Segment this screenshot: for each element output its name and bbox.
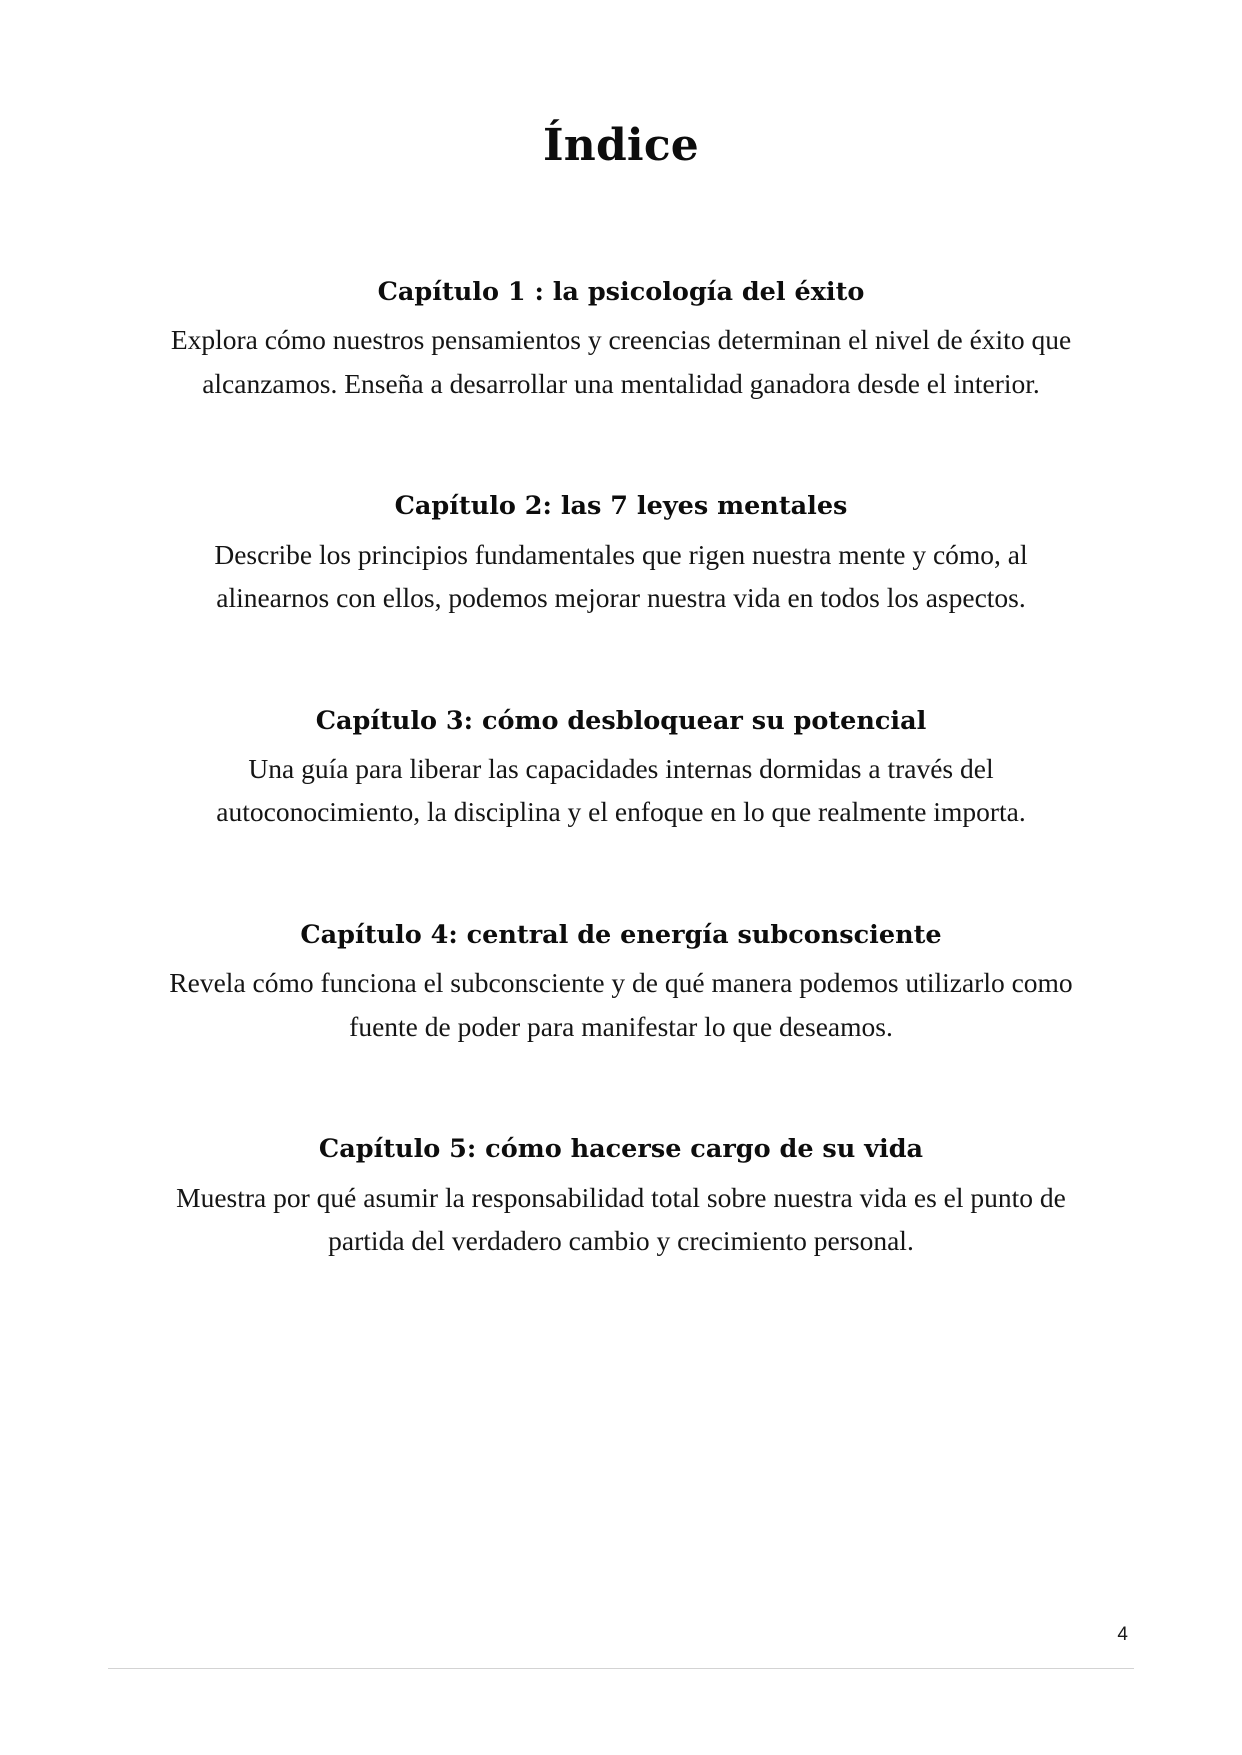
- chapter-title: Capítulo 1 : la psicología del éxito: [377, 277, 865, 307]
- list-item: [108, 489, 1134, 619]
- chapter-description: Explora cómo nuestros pensamientos y creencias determinan el nivel de éxito que alcanzamos. Enseña a desarrollar una mentalidad ganadora desde el interior.: [170, 324, 1072, 399]
- chapter-description: Describe los principios fundamentales que rigen nuestra mente y cómo, al alinearnos con ellos, podemos mejorar nuestra vida en todos los aspectos.: [214, 538, 1028, 614]
- list-item: [108, 275, 1134, 405]
- page-title: Índice: [542, 120, 700, 171]
- chapter-description: Revela cómo funciona el subconsciente y de qué manera podemos utilizarlo como fuente de poder para manifestar lo que deseamos.: [169, 967, 1073, 1042]
- chapter-description: Una guía para liberar las capacidades internas dormidas a través del autoconocimiento, la disciplina y el enfoque en lo que realmente importa.: [216, 753, 1026, 828]
- list-item: [108, 1132, 1134, 1262]
- list-item: [108, 918, 1134, 1048]
- chapter-title: Capítulo 5: cómo hacerse cargo de su vida: [318, 1134, 924, 1165]
- chapter-title: Capítulo 4: central de energía subconsciente: [300, 919, 942, 950]
- footer-divider: [108, 1668, 1134, 1669]
- page-footer: [108, 1624, 1134, 1755]
- page-number: 4: [1117, 1624, 1128, 1645]
- chapter-title: Capítulo 2: las 7 leyes mentales: [394, 491, 848, 522]
- table-of-contents-list: [108, 275, 1134, 1262]
- chapter-title: Capítulo 3: cómo desbloquear su potencial: [315, 705, 927, 736]
- chapter-description: Muestra por qué asumir la responsabilidad total sobre nuestra vida es el punto de partida del verdadero cambio y crecimiento personal.: [176, 1181, 1066, 1257]
- page-content: [108, 0, 1134, 1262]
- list-item: [108, 704, 1134, 834]
